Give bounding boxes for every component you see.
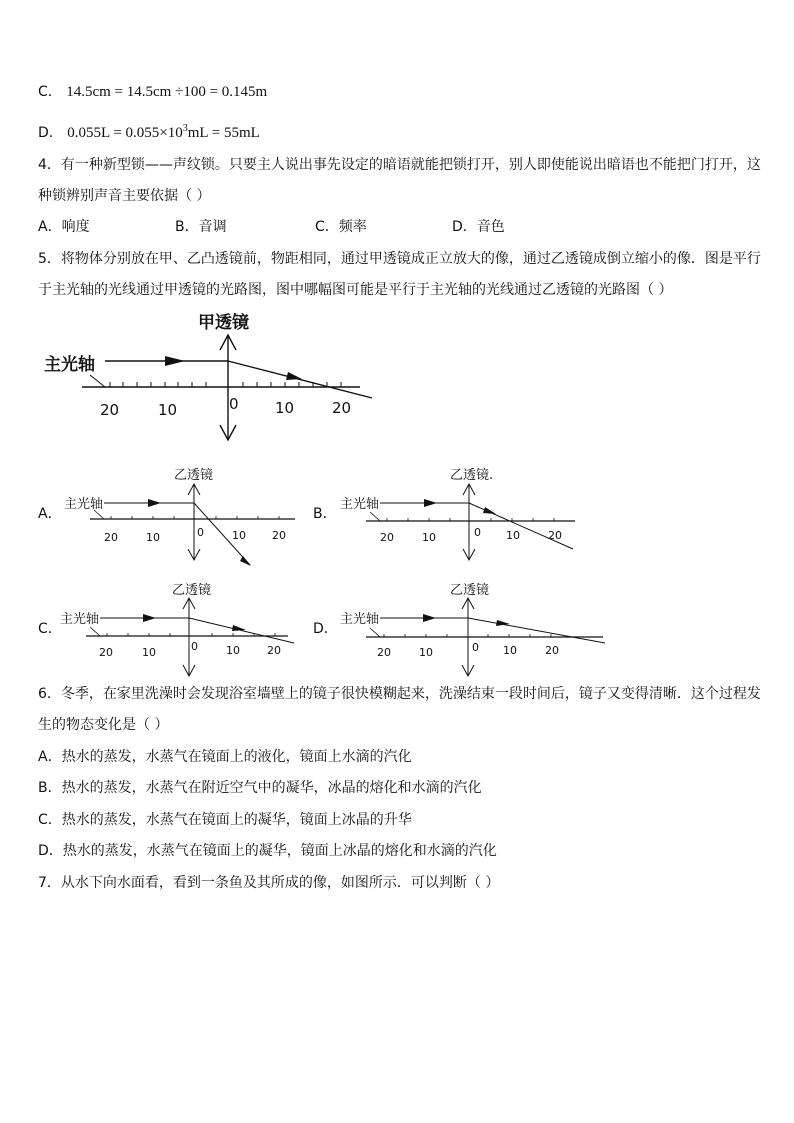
q4-option-d: D．音色 [452,219,505,235]
diagram-d-letter: D． [313,621,338,637]
diagram-a-lens-label: 乙透镜 [174,468,214,483]
diagram-c-tick: 10 [142,646,156,659]
q5-stem-line1: 5．将物体分别放在甲、乙凸透镜前，物距相同，通过甲透镜成正立放大的像，通过乙透镜成倒立缩小的像．图是平行 [38,251,761,267]
main-lens-label: 甲透镜 [198,313,249,333]
option-expression: 14.5cm = 14.5cm ÷100 = 0.145m [66,84,268,100]
option-letter: D． [38,125,63,141]
diagram-d-incident-arrow [423,614,436,622]
diagram-c-letter: C． [38,621,62,637]
diagram-b-tick: 20 [548,529,562,542]
diagram-c-axis-label: 主光轴 [60,612,100,627]
diagram-a-tick: 20 [104,531,118,544]
diagram-c-tick: 0 [191,640,198,653]
diagram-d-tick: 20 [377,646,391,659]
diagram-d-tick: 10 [503,644,517,657]
q4-option-b: B．音调 [175,219,227,235]
q6-option-d: D．热水的蒸发，水蒸气在镜面上的凝华，镜面上冰晶的熔化和水滴的汽化 [38,843,497,859]
diagram-a-letter: A． [38,506,62,522]
main-axis-label: 主光轴 [44,355,95,375]
q6-option-b: B．热水的蒸发，水蒸气在附近空气中的凝华，冰晶的熔化和水滴的汽化 [38,780,482,796]
q6-stem-line2: 生的物态变化是（ ） [38,717,169,733]
expr-part: 0.055L = 0.055×10 [67,125,183,141]
diagram-d-axis-label: 主光轴 [340,612,380,627]
option-letter: C． [38,84,62,100]
diagram-c-tick: 20 [267,644,281,657]
q6-option-c: C．热水的蒸发，水蒸气在镜面上的凝华，镜面上冰晶的升华 [38,812,412,828]
diagram-d-tick: 0 [472,641,479,654]
diagram-c-tick: 10 [226,644,240,657]
main-tick-label: 0 [229,395,239,413]
q4-stem-line1: 4．有一种新型锁——声纹锁。只要主人说出事先设定的暗语就能把锁打开，别人即使能说出暗语也不能把门打开，这 [38,157,761,173]
main-tick-label: 20 [332,399,352,417]
diagram-a-tick: 10 [146,531,160,544]
diagram-c-tick: 20 [99,646,113,659]
diagram-b-tick: 0 [474,526,481,539]
q4-option-c: C．频率 [315,219,367,235]
diagram-b-axis-label: 主光轴 [340,497,380,512]
diagram-b-tick: 20 [380,531,394,544]
diagram-b-tick: 10 [422,531,436,544]
diagram-d-tick: 10 [419,646,433,659]
main-tick-label: 10 [275,399,295,417]
q5-stem-line2: 于主光轴的光线通过甲透镜的光路图，图中哪幅图可能是平行于主光轴的光线通过乙透镜的光路图（ ） [38,282,673,298]
q4-stem-line2: 种锁辨别声音主要依据（ ） [38,188,211,204]
diagram-b-tick: 10 [506,529,520,542]
diagram-b-letter: B． [313,506,337,522]
diagram-a-tick: 10 [232,529,246,542]
expr-part: mL = 55mL [187,125,260,141]
diagram-c-lens-label: 乙透镜 [172,583,212,598]
q6-stem-line1: 6．冬季，在家里洗澡时会发现浴室墙壁上的镜子很快模糊起来，洗澡结束一段时间后，镜子又变得清晰．这个过程发 [38,686,761,702]
main-tick-label: 10 [158,401,178,419]
diagram-b-lens-label: 乙透镜. [450,468,494,483]
diagram-d-refracted-ray [468,618,605,643]
expr-exponent: 3 [182,123,188,134]
q4-option-a: A．响度 [38,219,90,235]
diagram-a-axis-label: 主光轴 [64,497,104,512]
diagram-d-lens-label: 乙透镜 [450,583,490,598]
diagram-d-axis-pointer [370,628,380,637]
q6-option-a: A．热水的蒸发，水蒸气在镜面上的液化，镜面上水滴的汽化 [38,749,412,765]
q7-stem-line1: 7．从水下向水面看，看到一条鱼及其所成的像，如图所示．可以判断（ ） [38,875,500,891]
main-tick-label: 20 [100,401,120,419]
diagram-a-tick: 20 [272,529,286,542]
diagram-d-tick: 20 [545,644,559,657]
diagram-a-tick: 0 [197,526,204,539]
